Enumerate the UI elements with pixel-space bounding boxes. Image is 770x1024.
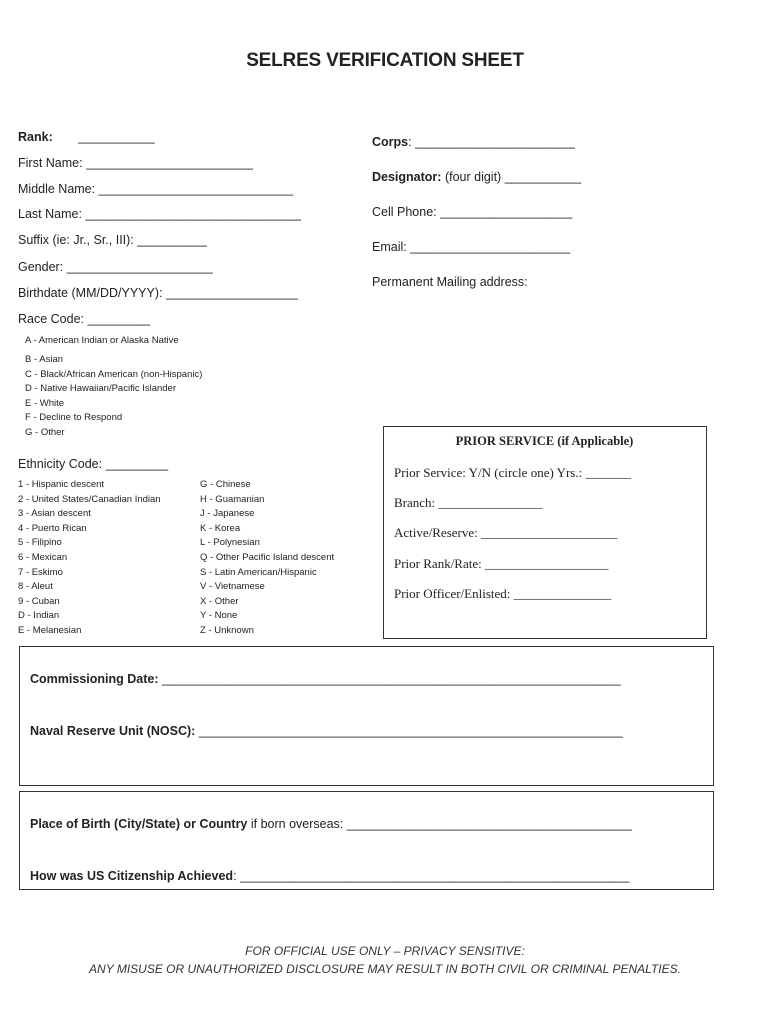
naval-reserve-unit-label: Naval Reserve Unit (NOSC): xyxy=(30,724,196,738)
ethnicity-option: X - Other xyxy=(200,595,239,607)
rank-field[interactable] xyxy=(18,130,155,144)
cell-phone-label: Cell Phone: xyxy=(372,205,437,219)
commissioning-date-label: Commissioning Date: xyxy=(30,672,159,686)
ethnicity-list-col1 xyxy=(18,478,161,639)
rank-label: Rank: xyxy=(18,130,53,144)
gender-blank[interactable]: _____________________ xyxy=(66,260,213,274)
naval-reserve-unit-field[interactable] xyxy=(30,724,623,738)
corps-label: Corps xyxy=(372,135,409,149)
ethnicity-option: 6 - Mexican xyxy=(18,551,68,563)
branch-field[interactable]: Branch: ________________ xyxy=(394,495,543,510)
ethnicity-option: L - Polynesian xyxy=(200,537,260,549)
ethnicity-option: 7 - Eskimo xyxy=(18,566,63,578)
place-of-birth-label: Place of Birth (City/State) or Country xyxy=(30,817,248,831)
birth-citizenship-box xyxy=(19,791,714,890)
ethnicity-option: 5 - Filipino xyxy=(18,537,62,549)
designator-label: Designator: xyxy=(372,170,442,184)
ethnicity-option: K - Korea xyxy=(200,522,241,534)
race-option: B - Asian xyxy=(25,354,64,365)
suffix-label: Suffix (ie: Jr., Sr., III): xyxy=(18,233,134,247)
last-name-label: Last Name: xyxy=(18,207,82,221)
place-of-birth-blank[interactable]: if born overseas: _________________________________________ xyxy=(247,817,632,831)
ethnicity-code-field[interactable] xyxy=(18,457,168,471)
mailing-address-label: Permanent Mailing address: xyxy=(372,275,528,289)
prior-service-box xyxy=(383,426,707,639)
ethnicity-option: H - Guamanian xyxy=(200,493,265,505)
citizenship-field[interactable] xyxy=(30,869,629,883)
designator-hint: (four digit) xyxy=(444,170,502,184)
race-options-list xyxy=(25,353,202,441)
ethnicity-option: D - Indian xyxy=(18,610,60,622)
last-name-blank[interactable]: _______________________________ xyxy=(85,207,301,221)
footer-privacy-line: FOR OFFICIAL USE ONLY – PRIVACY SENSITIVE: xyxy=(245,944,525,958)
first-name-field[interactable] xyxy=(18,156,253,170)
suffix-field[interactable] xyxy=(18,233,207,247)
ethnicity-option: 2 - United States/Canadian Indian xyxy=(18,493,161,505)
designator-field[interactable] xyxy=(372,170,581,184)
ethnicity-option: 3 - Asian descent xyxy=(18,508,91,520)
commissioning-box xyxy=(19,646,714,786)
ethnicity-option: Z - Unknown xyxy=(200,624,254,636)
birthdate-label: Birthdate (MM/DD/YYYY): xyxy=(18,286,163,300)
race-option: E - White xyxy=(25,397,65,409)
ethnicity-option: 4 - Puerto Rican xyxy=(18,522,87,534)
gender-label: Gender: xyxy=(18,260,64,274)
prior-rank-rate-field[interactable]: Prior Rank/Rate: ___________________ xyxy=(394,556,609,571)
ethnicity-option: E - Melanesian xyxy=(18,624,82,636)
last-name-field[interactable] xyxy=(18,207,301,221)
race-option: F - Decline to Respond xyxy=(25,412,123,424)
ethnicity-option: 8 - Aleut xyxy=(18,581,53,593)
cell-phone-blank[interactable]: ___________________ xyxy=(440,205,573,219)
suffix-blank[interactable]: __________ xyxy=(137,233,207,247)
race-code-label: Race Code: xyxy=(18,312,85,326)
prior-officer-enlisted-field[interactable]: Prior Officer/Enlisted: _______________ xyxy=(394,586,612,601)
race-option: A - American Indian or Alaska Native xyxy=(25,335,179,346)
first-name-label: First Name: xyxy=(18,156,83,170)
prior-service-heading: PRIOR SERVICE (if Applicable) xyxy=(455,434,634,448)
ethnicity-code-label: Ethnicity Code: xyxy=(18,457,103,471)
race-option: G - Other xyxy=(25,426,65,438)
citizenship-blank[interactable]: : ________________________________________________________ xyxy=(233,869,630,883)
gender-field[interactable] xyxy=(18,260,213,274)
naval-reserve-unit-blank[interactable]: _____________________________________________________________ xyxy=(195,724,623,738)
corps-blank[interactable]: : _______________________ xyxy=(408,135,575,149)
page-title: SELRES VERIFICATION SHEET xyxy=(246,50,524,71)
prior-service-field[interactable]: Prior Service: Y/N (circle one) Yrs.: _______ xyxy=(394,465,631,480)
middle-name-blank[interactable]: ____________________________ xyxy=(98,182,294,196)
footer-penalty-line: ANY MISUSE OR UNAUTHORIZED DISCLOSURE MAY RESULT IN BOTH CIVIL OR CRIMINAL PENALTIES. xyxy=(89,962,681,976)
ethnicity-option: 9 - Cuban xyxy=(18,595,60,607)
first-name-blank[interactable]: ________________________ xyxy=(86,156,253,170)
email-field[interactable] xyxy=(372,240,570,254)
corps-field[interactable] xyxy=(372,135,575,149)
ethnicity-list-col2 xyxy=(200,478,334,639)
race-option: C - Black/African American (non-Hispanic) xyxy=(25,368,203,380)
race-option: D - Native Hawaiian/Pacific Islander xyxy=(25,383,177,395)
ethnicity-code-blank[interactable]: _________ xyxy=(105,457,169,471)
commissioning-date-field[interactable] xyxy=(30,672,621,686)
rank-blank[interactable]: ___________ xyxy=(78,130,155,144)
ethnicity-option: J - Japanese xyxy=(200,508,255,520)
ethnicity-option: G - Chinese xyxy=(200,479,251,490)
ethnicity-option: 1 - Hispanic descent xyxy=(18,479,105,490)
ethnicity-option: S - Latin American/Hispanic xyxy=(200,566,317,578)
email-blank[interactable]: _______________________ xyxy=(410,240,571,254)
place-of-birth-field[interactable] xyxy=(30,817,632,831)
commissioning-date-blank[interactable]: __________________________________________________________________ xyxy=(158,672,621,686)
ethnicity-option: V - Vietnamese xyxy=(200,581,265,593)
birthdate-blank[interactable]: ___________________ xyxy=(165,286,299,300)
race-code-blank[interactable]: _________ xyxy=(87,312,151,326)
designator-blank[interactable]: ___________ xyxy=(504,170,582,184)
citizenship-label: How was US Citizenship Achieved xyxy=(30,869,234,883)
email-label: Email: xyxy=(372,240,407,254)
ethnicity-option: Q - Other Pacific Island descent xyxy=(200,551,335,563)
ethnicity-option: Y - None xyxy=(200,610,238,622)
cell-phone-field[interactable] xyxy=(372,205,572,219)
race-code-field[interactable] xyxy=(18,312,150,326)
birthdate-field[interactable] xyxy=(18,286,298,300)
middle-name-field[interactable] xyxy=(18,182,293,196)
active-reserve-field[interactable]: Active/Reserve: _____________________ xyxy=(394,525,618,540)
middle-name-label: Middle Name: xyxy=(18,182,96,196)
